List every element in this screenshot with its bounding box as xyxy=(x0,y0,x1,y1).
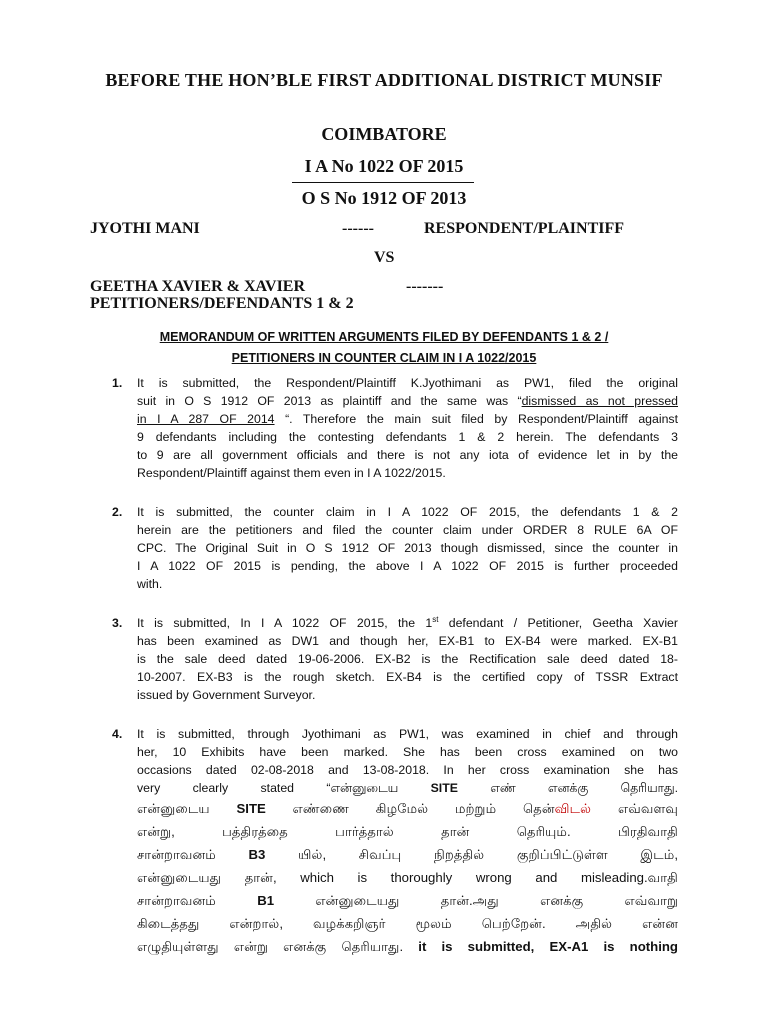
plaintiff-name: JYOTHI MANI xyxy=(90,220,200,237)
highlighted-text: விடல் xyxy=(554,801,592,817)
paragraph-number: 4. xyxy=(112,727,123,741)
paragraph-line: her, 10 Exhibits have been marked. She has been cross examined on two xyxy=(137,745,678,760)
paragraph-number: 1. xyxy=(112,376,123,390)
defendant-dashes: ------- xyxy=(406,278,444,295)
paragraph-line: என்று, பத்திரத்தை பார்த்தால் தான் தெரியும். பிரதிவாதி xyxy=(137,824,678,840)
underlined-text: dismissed as not pressed xyxy=(521,394,679,409)
paragraph-line: சான்றாவனம் B3 யில், சிவப்பு நிறத்தில் குறிப்பிட்டுள்ள இடம், xyxy=(137,847,678,863)
paragraph-line: என்னுடையது தான், which is thoroughly wrong and misleading.வாதி xyxy=(137,870,678,886)
paragraph-line: issued by Government Surveyor. xyxy=(137,688,316,703)
underlined-text: in I A 287 OF 2014 xyxy=(137,412,275,427)
plaintiff-role: RESPONDENT/PLAINTIFF xyxy=(424,220,625,237)
paragraph-2 xyxy=(112,503,678,593)
versus: VS xyxy=(374,249,395,266)
court-city: COIMBATORE xyxy=(321,124,447,144)
paragraph-number: 2. xyxy=(112,505,123,519)
ia-number: I A No 1022 OF 2015 xyxy=(304,156,464,176)
memorandum-title-line2: PETITIONERS IN COUNTER CLAIM IN I A 1022/2015 xyxy=(231,351,537,365)
paragraph-line: suit in O S 1912 OF 2013 as plaintiff and the same was “dismissed as not pressed xyxy=(137,394,679,409)
memorandum-title-line1: MEMORANDUM OF WRITTEN ARGUMENTS FILED BY DEFENDANTS 1 & 2 / xyxy=(159,330,609,344)
plaintiff-dashes: ------ xyxy=(342,220,374,237)
paragraph-line: எழுதியுள்ளது என்று எனக்கு தெரியாது. it is submitted, EX-A1 is nothing xyxy=(137,939,678,955)
paragraph-line: என்னுடைய SITE எண்ணை கிழமேல் மற்றும் தென்விடல் எவ்வளவு xyxy=(137,801,679,817)
paragraph-line: சான்றாவனம் B1 என்னுடையது தான்.அது எனக்கு எவ்வாறு xyxy=(137,893,678,909)
paragraph-line: CPC. The Original Suit in O S 1912 OF 2013 though dismissed, since the counter in xyxy=(137,541,678,556)
court-title: BEFORE THE HON’BLE FIRST ADDITIONAL DISTRICT MUNSIF xyxy=(105,70,663,90)
paragraph-1 xyxy=(112,374,678,483)
paragraph-line: கிடைத்தது என்றால், வழக்கறிஞர் மூலம் பெற்றேன். அதில் என்ன xyxy=(137,916,678,932)
paragraph-line: It is submitted, the Respondent/Plaintiff K.Jyothimani as PW1, filed the original xyxy=(137,376,678,390)
defendant-name: GEETHA XAVIER & XAVIER xyxy=(90,278,306,295)
paragraph-line: It is submitted, In I A 1022 OF 2015, the 1st defendant / Petitioner, Geetha Xavier xyxy=(137,614,678,630)
paragraph-line: It is submitted, through Jyothimani as PW1, was examined in chief and through xyxy=(137,727,678,741)
paragraph-line: It is submitted, the counter claim in I A 1022 OF 2015, the defendants 1 & 2 xyxy=(137,505,678,519)
paragraph-line: 10-2007. EX-B3 is the rough sketch. EX-B4 is the certified copy of TSSR Extract xyxy=(137,670,678,685)
paragraph-line: herein are the petitioners and filed the counter claim under ORDER 8 RULE 6A OF xyxy=(137,523,678,538)
paragraph-line: has been examined as DW1 and though her, EX-B1 to EX-B4 were marked. EX-B1 xyxy=(137,634,678,649)
paragraph-line: with. xyxy=(137,577,163,592)
paragraph-line: 9 defendants including the contesting defendants 1 & 2 herein. The defendants 3 xyxy=(137,430,678,445)
os-number: O S No 1912 OF 2013 xyxy=(301,188,467,208)
paragraph-line: very clearly stated “என்னுடைய SITE எண் எனக்கு தெரியாது. xyxy=(137,781,679,796)
paragraph-4 xyxy=(112,725,678,958)
memorandum-title xyxy=(95,327,673,369)
defendant-role: PETITIONERS/DEFENDANTS 1 & 2 xyxy=(90,295,354,312)
paragraph-line: in I A 287 OF 2014 “. Therefore the main suit filed by Respondent/Plaintiff against xyxy=(137,412,678,427)
paragraph-line: is the sale deed dated 19-06-2006. EX-B2 is the Rectification sale deed dated 18- xyxy=(137,652,678,667)
paragraph-number: 3. xyxy=(112,616,123,630)
paragraph-line: Respondent/Plaintiff against them even in I A 1022/2015. xyxy=(137,466,446,481)
paragraph-3 xyxy=(112,614,678,704)
paragraph-line: to 9 are all government officials and there is not any iota of evidence let in by the xyxy=(137,448,678,463)
ia-underline xyxy=(292,182,474,183)
paragraph-line: I A 1022 OF 2015 is pending, the above I A 1022 OF 2015 is further proceeded xyxy=(137,559,678,574)
paragraph-line: occasions dated 02-08-2018 and 13-08-2018. In her cross examination she has xyxy=(137,763,678,778)
